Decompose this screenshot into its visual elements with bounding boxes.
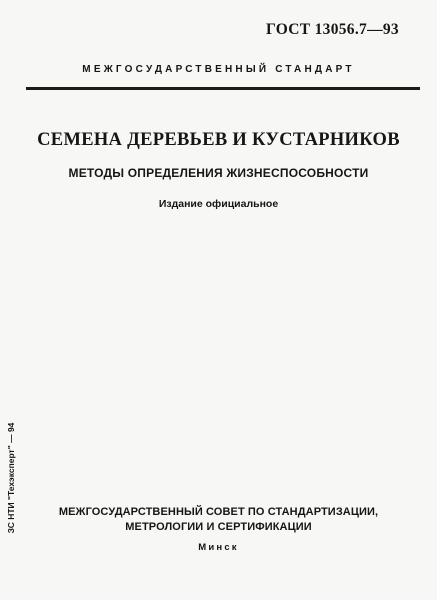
- edition-note: Издание официальное: [158, 198, 279, 210]
- publisher-line-1: МЕЖГОСУДАРСТВЕННЫЙ СОВЕТ ПО СТАНДАРТИЗАЦИИ,: [58, 506, 379, 518]
- document-code: ГОСТ 13056.7—93: [265, 21, 399, 38]
- document-subtitle: МЕТОДЫ ОПРЕДЕЛЕНИЯ ЖИЗНЕСПОСОБНОСТИ: [68, 166, 369, 180]
- publisher-line-2: МЕТРОЛОГИИ И СЕРТИФИКАЦИИ: [125, 521, 312, 533]
- header-divider: [26, 87, 420, 90]
- side-stamp-text: ЗС НТИ "Техэксперт" — 94: [6, 422, 16, 534]
- standard-type-heading: МЕЖГОСУДАРСТВЕННЫЙ СТАНДАРТ: [82, 64, 355, 75]
- publisher-block: [0, 505, 437, 553]
- document-title: СЕМЕНА ДЕРЕВЬЕВ И КУСТАРНИКОВ: [37, 130, 400, 150]
- publisher-city: Минск: [198, 542, 239, 553]
